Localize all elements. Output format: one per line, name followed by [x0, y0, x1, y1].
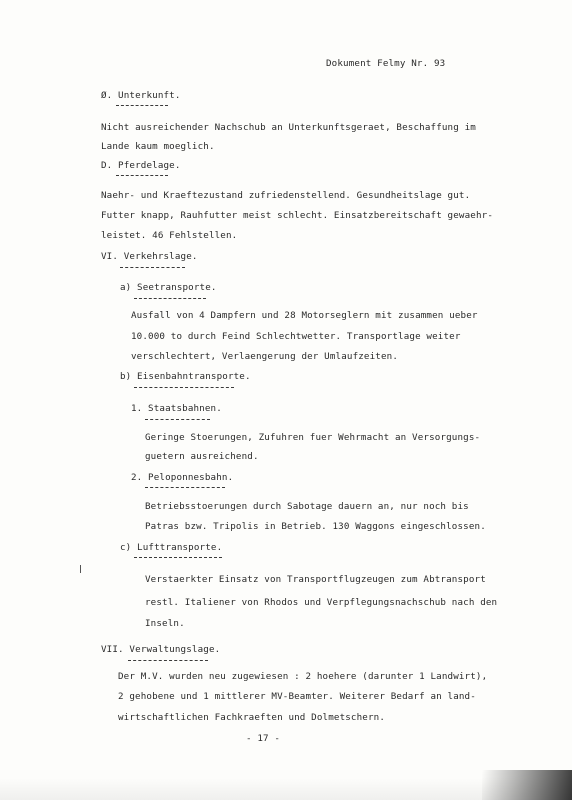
- paragraph-line: Nicht ausreichender Nachschub an Unterkunftsgeraet, Beschaffung im: [101, 122, 476, 133]
- paragraph-line: leistet. 46 Fehlstellen.: [101, 230, 238, 241]
- paragraph-line: Inseln.: [145, 618, 185, 629]
- section-heading-unterkunft: Ø. Unterkunft.: [101, 90, 181, 101]
- paragraph-line: Betriebsstoerungen durch Sabotage dauern an, nur noch bis: [145, 501, 469, 512]
- heading-underline: [120, 267, 185, 268]
- section-heading-verwaltungslage: VII. Verwaltungslage.: [101, 644, 221, 655]
- paragraph-line: Ausfall von 4 Dampfern und 28 Motorseglern mit zusammen ueber: [131, 310, 478, 321]
- page-number: - 17 -: [246, 733, 281, 744]
- paragraph-line: Lande kaum moeglich.: [101, 141, 215, 152]
- heading-underline: [134, 298, 206, 299]
- heading-underline: [145, 419, 210, 420]
- paragraph-line: 10.000 to durch Feind Schlechtwetter. Transportlage weiter: [131, 331, 461, 342]
- paragraph-line: wirtschaftlichen Fachkraeften und Dolmetschern.: [118, 712, 386, 723]
- scan-edge-shadow: [482, 770, 572, 800]
- subsection-heading-peloponnesbahn: 2. Peloponnesbahn.: [131, 472, 234, 483]
- paragraph-line: 2 gehobene und 1 mittlerer MV-Beamter. Weiterer Bedarf an land-: [118, 691, 476, 702]
- subsection-heading-lufttransporte: c) Lufttransporte.: [120, 542, 223, 553]
- paragraph-line: verschlechtert, Verlaengerung der Umlaufzeiten.: [131, 351, 399, 362]
- heading-underline: [145, 487, 225, 488]
- subsection-heading-seetransporte: a) Seetransporte.: [120, 282, 217, 293]
- subsection-heading-eisenbahntransporte: b) Eisenbahntransporte.: [120, 371, 251, 382]
- section-heading-verkehrslage: VI. Verkehrslage.: [101, 251, 198, 262]
- scan-mark: [80, 565, 81, 573]
- paragraph-line: Futter knapp, Rauhfutter meist schlecht. Einsatzbereitschaft gewaehr-: [101, 210, 494, 221]
- heading-underline: [134, 387, 234, 388]
- paragraph-line: guetern ausreichend.: [145, 451, 259, 462]
- paragraph-line: restl. Italiener von Rhodos und Verpflegungsnachschub nach den: [145, 597, 498, 608]
- heading-underline: [134, 557, 222, 558]
- paragraph-line: Patras bzw. Tripolis in Betrieb. 130 Waggons eingeschlossen.: [145, 521, 486, 532]
- paragraph-line: Geringe Stoerungen, Zufuhren fuer Wehrmacht an Versorgungs-: [145, 432, 481, 443]
- subsection-heading-staatsbahnen: 1. Staatsbahnen.: [131, 403, 222, 414]
- section-heading-pferdelage: D. Pferdelage.: [101, 160, 181, 171]
- document-header: Dokument Felmy Nr. 93: [326, 58, 446, 69]
- heading-underline: [128, 660, 208, 661]
- heading-underline: [116, 175, 168, 176]
- paragraph-line: Der M.V. wurden neu zugewiesen : 2 hoehere (darunter 1 Landwirt),: [118, 671, 488, 682]
- paragraph-line: Verstaerkter Einsatz von Transportflugzeugen zum Abtransport: [145, 574, 486, 585]
- heading-underline: [116, 105, 168, 106]
- paragraph-line: Naehr- und Kraeftezustand zufriedenstellend. Gesundheitslage gut.: [101, 190, 471, 201]
